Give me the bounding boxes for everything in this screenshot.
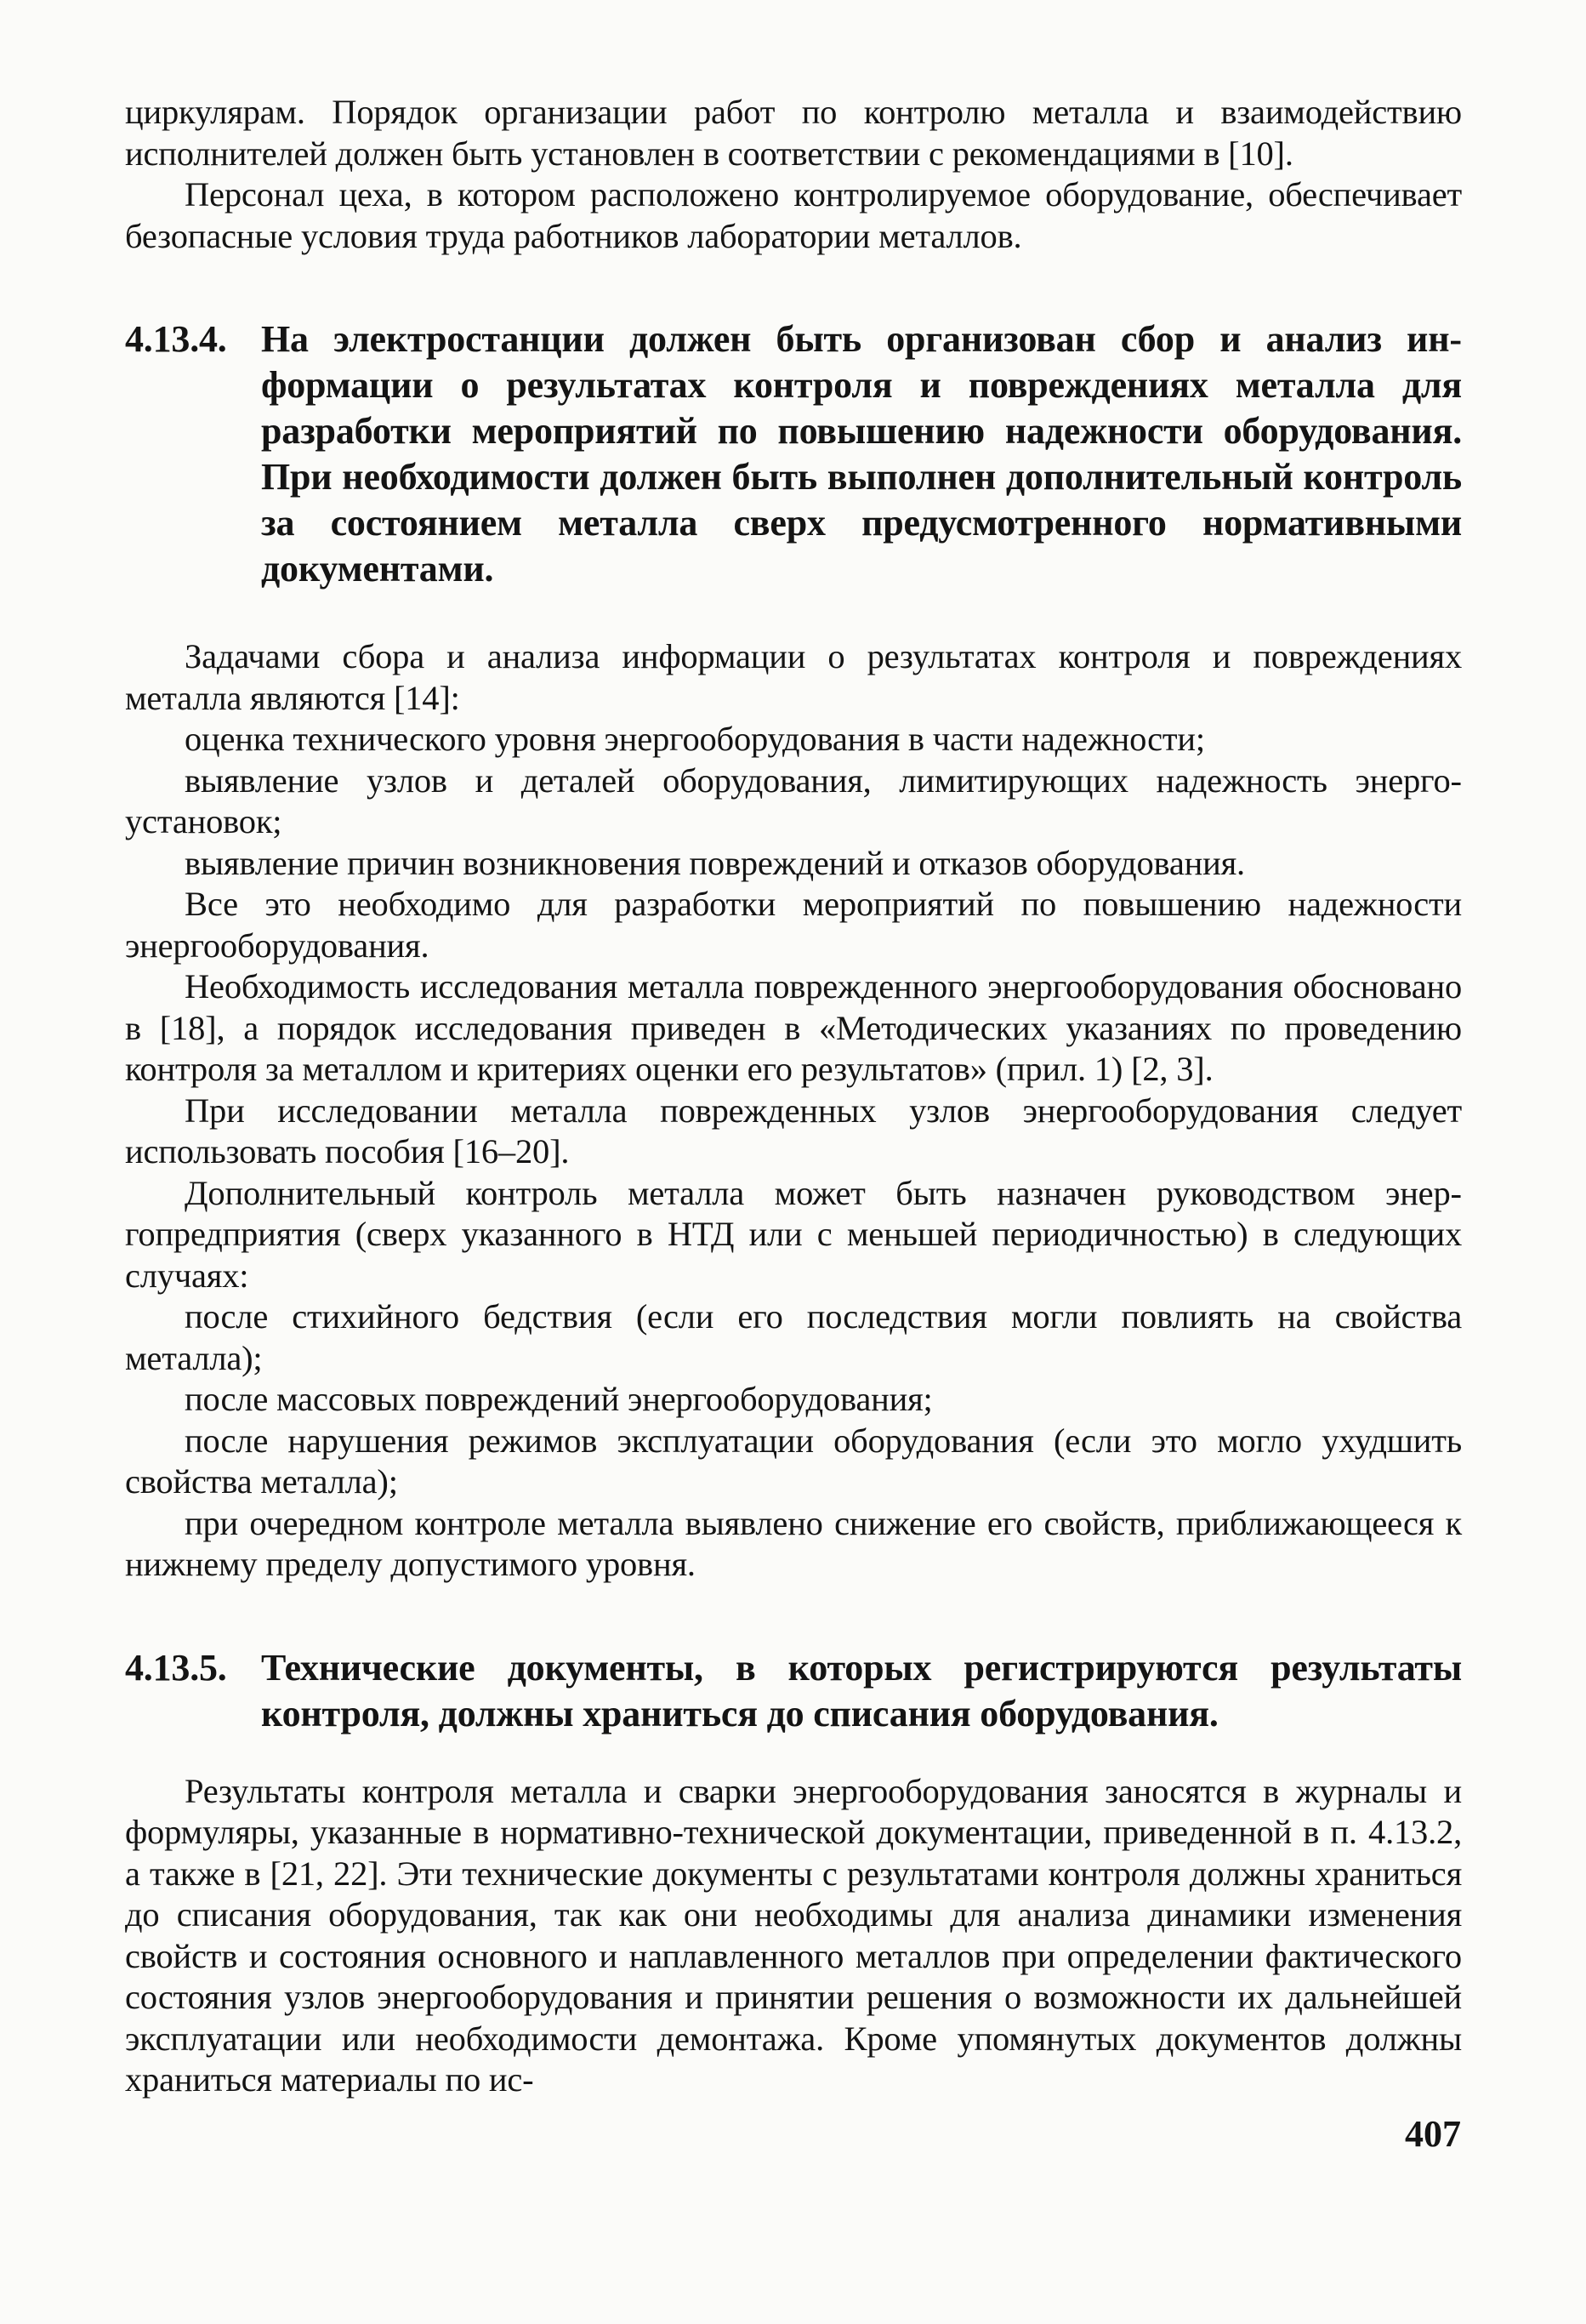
- list-item-case: при очередном контроле металла выявлено снижение его свойств, приближающееся к нижнему пределу допустимого уровня.: [125, 1503, 1462, 1583]
- page-number: 407: [1405, 2113, 1461, 2155]
- paragraph-personnel: Персонал цеха, в котором расположено контролируемое оборудование, обеспечивает безопасные условия труда работников лаборатории металлов.: [125, 175, 1462, 255]
- document-page: [125, 92, 1462, 2101]
- paragraph-tasks-intro: Задачами сбора и анализа информации о результатах контроля и повреждениях металла являются [14]:: [125, 637, 1462, 717]
- paragraph-manuals: При исследовании металла поврежденных узлов энергооборудования следует использовать пособия [16–20].: [125, 1091, 1462, 1171]
- list-item-task: выявление причин возникновения повреждений и отказов оборудования.: [185, 843, 1245, 882]
- paragraph-research-basis: Необходимость исследования металла поврежденного энергооборудования обосновано в [18], а порядок исследования приведен в «Методических указаниях по проведению контроля за металлом и критериях оценки его результатов» (прил. 1) [2, 3].: [125, 967, 1462, 1088]
- paragraph-results-storage: Результаты контроля металла и сварки энергооборудования заносятся в журналы и формуляры, указанные в нормативно-технической документации, приведенной в п. 4.13.2, а также в [21, 22]. Эти технические документы с результатами контроля должны храниться до списания оборудования, так как они необходимы для анализа динамики изменения свойств и состояния основного и наплавленного металлов при определении фактического состояния узлов энергооборудования и принятии решения о возможности их дальнейшей эксплуатации или необходимости демонтажа. Кроме упомянутых документов должны храниться материалы по ис-: [125, 1771, 1462, 2099]
- paragraph-continuation: циркулярам. Порядок организации работ по контролю металла и взаимодействию исполнителей должен быть установлен в соответствии с рекомендациями в [10].: [125, 93, 1462, 173]
- clause-text: На электростанции должен быть организован сбор и анализ информации о результатах контроля и повреждениях металла для разработки мероприятий по повышению надежности оборудования. При необходимости должен быть выполнен дополнительный контроль за состоянием металла сверх предусмотренного нормативными документами.: [261, 318, 1462, 590]
- list-item-case: после массовых повреждений энергооборудования;: [185, 1380, 933, 1418]
- clause-text: Технические документы, в которых регистрируются результаты контроля, должны храниться до списания оборудования.: [261, 1646, 1462, 1734]
- clause-number: 4.13.5.: [125, 1646, 227, 1689]
- list-item-task: оценка технического уровня энергооборудования в части надежности;: [185, 720, 1205, 758]
- clause-4-13-5: [125, 1645, 1462, 1737]
- list-item-case: после нарушения режимов эксплуатации оборудования (если это могло ухудшить свойства металла);: [125, 1421, 1462, 1501]
- list-item-task: выявление узлов и деталей оборудования, лимитирующих надежность энергоустановок;: [125, 760, 1462, 840]
- paragraph-additional-control: Дополнительный контроль металла может быть назначен руководством энергопредприятия (сверх указанного в НТД или с меньшей периодичностью) в следующих случаях:: [125, 1173, 1462, 1295]
- paragraph-purpose: Все это необходимо для разработки мероприятий по повышению надежности энергооборудования.: [125, 885, 1462, 965]
- list-item-case: после стихийного бедствия (если его последствия могли повлиять на свойства металла);: [125, 1297, 1462, 1377]
- clause-number: 4.13.4.: [125, 318, 227, 360]
- clause-4-13-4: [125, 316, 1462, 592]
